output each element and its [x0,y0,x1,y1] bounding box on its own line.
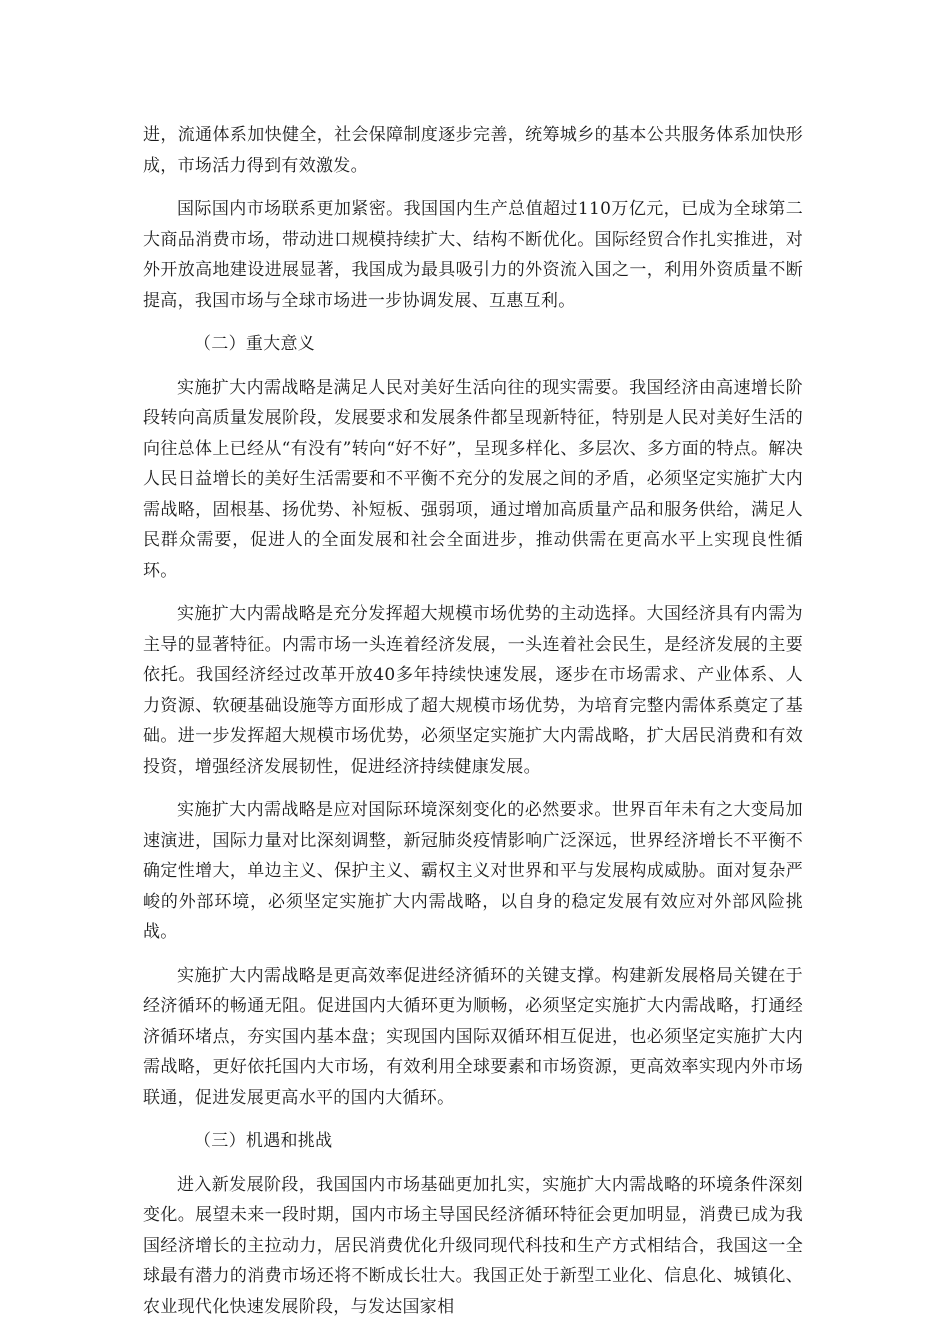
paragraph-better-life: 实施扩大内需战略是满足人民对美好生活向往的现实需要。我国经济由高速增长阶段转向高质量发展阶段，发展要求和发展条件都呈现新特征，特别是人民对美好生活的向往总体上已经从“有没有”转向“好不好”，呈现多样化、多层次、多方面的特点。解决人民日益增长的美好生活需要和不平衡不充分的发展之间的矛盾，必须坚定实施扩大内需战略，固根基、扬优势、补短板、强弱项，通过增加高质量产品和服务供给，满足人民群众需要，促进人的全面发展和社会全面进步，推动供需在更高水平上实现良性循环。 [143,377,803,581]
paragraph-international-environment: 实施扩大内需战略是应对国际环境深刻变化的必然要求。世界百年未有之大变局加速演进，国际力量对比深刻调整，新冠肺炎疫情影响广泛深远，世界经济增长不平衡不确定性增大，单边主义、保护主义、霸权主义对世界和平与发展构成威胁。面对复杂严峻的外部环境，必须坚定实施扩大内需战略，以自身的稳定发展有效应对外部风险挑战。 [143,800,803,942]
paragraph-continued: 进，流通体系加快健全，社会保障制度逐步完善，统筹城乡的基本公共服务体系加快形成，市场活力得到有效激发。 [143,125,803,176]
paragraph-market-advantage: 实施扩大内需战略是充分发挥超大规模市场优势的主动选择。大国经济具有内需为主导的显著特征。内需市场一头连着经济发展，一头连着社会民生，是经济发展的主要依托。我国经济经过改革开放40多年持续快速发展，逐步在市场需求、产业体系、人力资源、软硬基础设施等方面形成了超大规模市场优势，为培育完整内需体系奠定了基础。进一步发挥超大规模市场优势，必须坚定实施扩大内需战略，扩大居民消费和有效投资，增强经济发展韧性，促进经济持续健康发展。 [143,604,803,777]
document-body [143,120,803,1335]
section-heading-opportunities: （三）机遇和挑战 [194,1131,333,1151]
paragraph-international-market: 国际国内市场联系更加紧密。我国国内生产总值超过110万亿元，已成为全球第二大商品消费市场，带动进口规模持续扩大、结构不断优化。国际经贸合作扎实推进，对外开放高地建设进展显著，我国成为最具吸引力的外资流入国之一，利用外资质量不断提高，我国市场与全球市场进一步协调发展、互惠互利。 [143,199,803,311]
paragraph-economic-cycle: 实施扩大内需战略是更高效率促进经济循环的关键支撑。构建新发展格局关键在于经济循环的畅通无阻。促进国内大循环更为顺畅，必须坚定实施扩大内需战略，打通经济循环堵点，夯实国内基本盘；实现国内国际双循环相互促进，也必须坚定实施扩大内需战略，更好依托国内大市场，有效利用全球要素和市场资源，更高效率实现内外市场联通，促进发展更高水平的国内大循环。 [143,965,803,1108]
section-heading-significance: （二）重大意义 [194,334,316,354]
paragraph-new-stage: 进入新发展阶段，我国国内市场基础更加扎实，实施扩大内需战略的环境条件深刻变化。展望未来一段时期，国内市场主导国民经济循环特征会更加明显，消费已成为我国经济增长的主拉动力，居民消费优化升级同现代科技和生产方式相结合，我国这一全球最有潜力的消费市场还将不断成长壮大。我国正处于新型工业化、信息化、城镇化、农业现代化快速发展阶段，与发达国家相 [143,1174,803,1317]
